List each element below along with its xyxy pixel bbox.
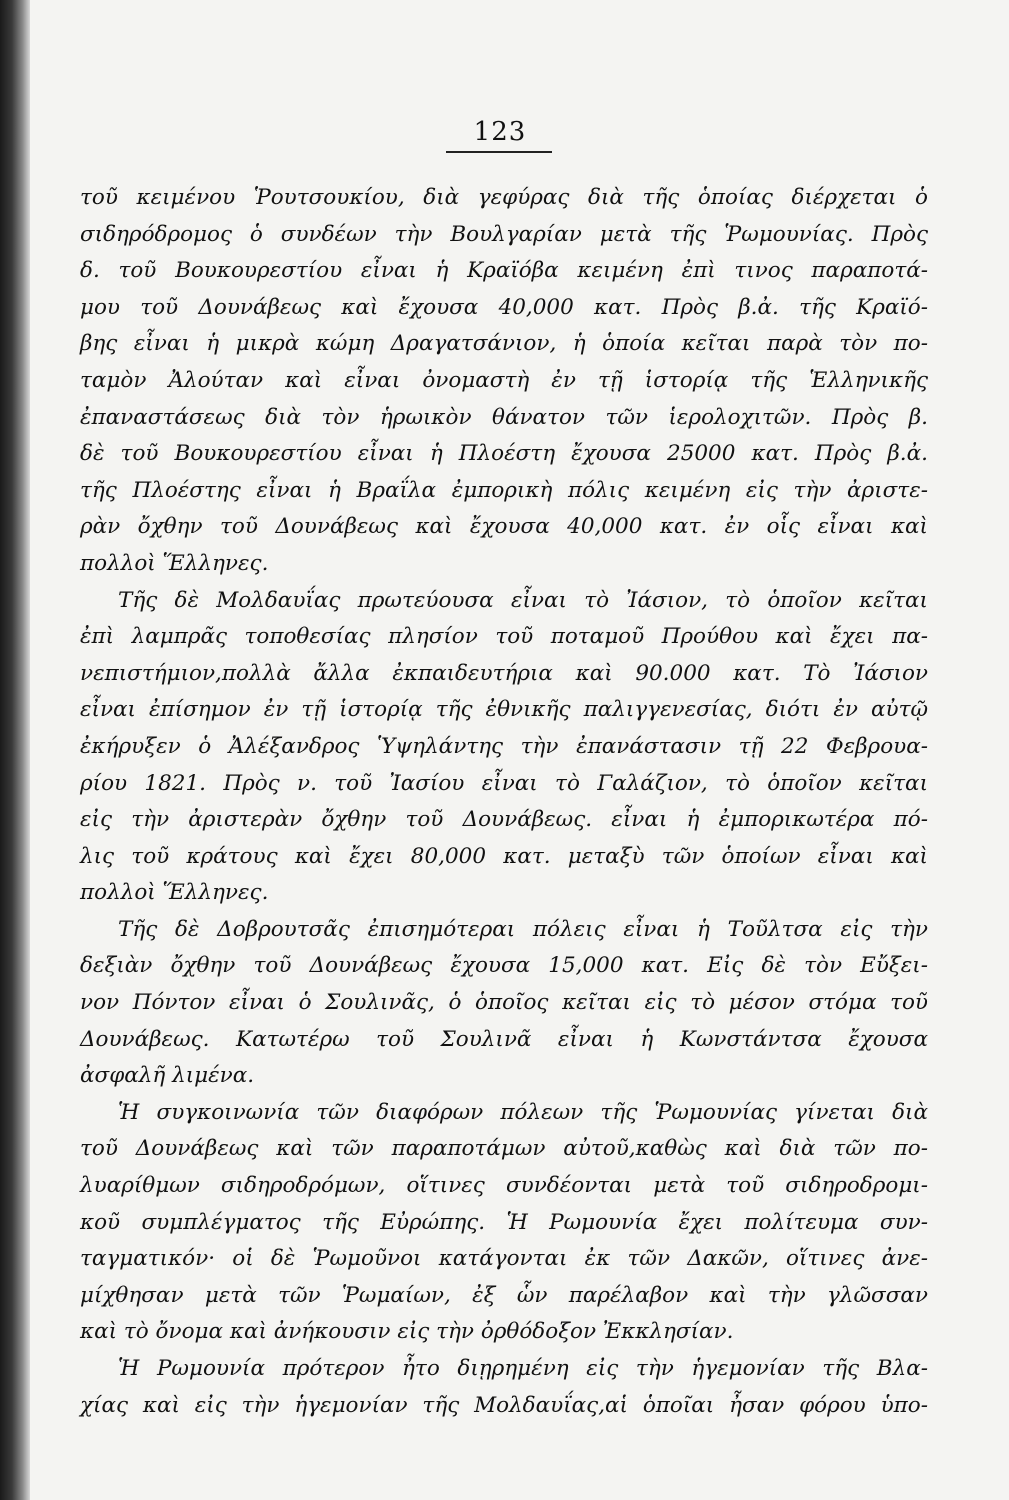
text-line: καὶ τὸ ὄνομα καὶ ἀνήκουσιν εἰς τὴν ὀρθόδοξον Ἐκκλησίαν.	[80, 1319, 734, 1345]
text-line: πολλοὶ Ἕλληνες.	[80, 550, 269, 576]
text-line: ἐκήρυξεν ὁ Ἀλέξανδρος Ὑψηλάντης τὴν ἐπανάστασιν τῇ 22 Φεβρουα-	[80, 733, 928, 759]
text-line: Δουνάβεως. Κατωτέρω τοῦ Σουλινᾶ εἶναι ἡ Κωνστάντσα ἔχουσα	[80, 1026, 928, 1052]
text-line: μου τοῦ Δουνάβεως καὶ ἔχουσα 40,000 κατ. Πρὸς β.ἀ. τῆς Κραϊό-	[80, 294, 928, 320]
text-line: βης εἶναι ἡ μικρὰ κώμη Δραγατσάνιον, ἡ ὁποία κεῖται παρὰ τὸν πο-	[80, 331, 928, 357]
text-line: ἐπὶ λαμπρᾶς τοποθεσίας πλησίον τοῦ ποταμοῦ Προύθου καὶ ἔχει πα-	[80, 624, 928, 650]
text-line: ἀσφαλῆ λιμένα.	[80, 1063, 255, 1089]
text-line: δὲ τοῦ Βουκουρεστίου εἶναι ἡ Πλοέστη ἔχουσα 25000 κατ. Πρὸς β.ἀ.	[80, 441, 928, 467]
text-line: ταμὸν Ἀλούταν καὶ εἶναι ὀνομαστὴ ἐν τῇ ἱστορίᾳ τῆς Ἑλληνικῆς	[80, 367, 928, 393]
text-line: τοῦ Δουνάβεως καὶ τῶν παραποτάμων αὐτοῦ,καθὼς καὶ διὰ τῶν πο-	[80, 1136, 928, 1162]
text-line: ρίου 1821. Πρὸς ν. τοῦ Ἰασίου εἶναι τὸ Γαλάζιον, τὸ ὁποῖον κεῖται	[80, 770, 928, 796]
text-line: τῆς Πλοέστης εἶναι ἡ Βραΐλα ἐμπορικὴ πόλις κειμένη εἰς τὴν ἀριστε-	[80, 477, 928, 503]
text-line: νον Πόντον εἶναι ὁ Σουλινᾶς, ὁ ὁποῖος κεῖται εἰς τὸ μέσον στόμα τοῦ	[80, 990, 928, 1016]
text-line: λις τοῦ κράτους καὶ ἔχει 80,000 κατ. μεταξὺ τῶν ὁποίων εἶναι καὶ	[80, 843, 928, 869]
book-page	[30, 0, 1009, 1500]
paragraph-first-line: Τῆς δὲ Μολδαυΐας πρωτεύουσα εἶναι τὸ Ἰάσιον, τὸ ὁποῖον κεῖται	[118, 587, 928, 613]
paragraph-first-line: Τῆς δὲ Δοβρουτσᾶς ἐπισημότεραι πόλεις εἶναι ἡ Τοῦλτσα εἰς τὴν	[118, 916, 928, 942]
text-line: δ. τοῦ Βουκουρεστίου εἶναι ἡ Κραϊόβα κειμένη ἐπὶ τινος παραποτά-	[80, 258, 928, 284]
body-text	[80, 180, 928, 1424]
text-line: κοῦ συμπλέγματος τῆς Εὐρώπης. Ἡ Ρωμουνία ἔχει πολίτευμα συν-	[80, 1209, 928, 1235]
page-number: 123	[473, 117, 527, 147]
text-line: δεξιὰν ὄχθην τοῦ Δουνάβεως ἔχουσα 15,000 κατ. Εἰς δὲ τὸν Εὔξει-	[80, 953, 928, 979]
text-line: τοῦ κειμένου Ῥουτσουκίου, διὰ γεφύρας διὰ τῆς ὁποίας διέρχεται ὁ	[80, 185, 928, 210]
paragraph-first-line: Ἡ Ρωμουνία πρότερον ἦτο διῃρημένη εἰς τὴν ἡγεμονίαν τῆς Βλα-	[118, 1356, 928, 1381]
text-line: σιδηρόδρομος ὁ συνδέων τὴν Βουλγαρίαν μετὰ τῆς Ῥωμουνίας. Πρὸς	[80, 221, 928, 247]
text-line: ρὰν ὄχθην τοῦ Δουνάβεως καὶ ἔχουσα 40,000 κατ. ἐν οἷς εἶναι καὶ	[80, 514, 928, 540]
text-line: εἰς τὴν ἀριστερὰν ὄχθην τοῦ Δουνάβεως. εἶναι ἡ ἐμπορικωτέρα πό-	[80, 807, 928, 833]
text-line: ταγματικόν· οἱ δὲ Ῥωμοῦνοι κατάγονται ἐκ τῶν Δακῶν, οἵτινες ἀνε-	[80, 1246, 928, 1272]
text-line: μίχθησαν μετὰ τῶν Ῥωμαίων, ἐξ ὧν παρέλαβον καὶ τὴν γλῶσσαν	[80, 1282, 928, 1308]
text-line: λυαρίθμων σιδηροδρόμων, οἵτινες συνδέονται μετὰ τοῦ σιδηροδρομι-	[80, 1173, 928, 1199]
text-line: πολλοὶ Ἕλληνες.	[80, 880, 269, 906]
text-line: χίας καὶ εἰς τὴν ἡγεμονίαν τῆς Μολδαυΐας,αἱ ὁποῖαι ἦσαν φόρου ὑπο-	[80, 1392, 928, 1418]
text-line: ἐπαναστάσεως διὰ τὸν ἡρωικὸν θάνατον τῶν ἱερολοχιτῶν. Πρὸς β.	[80, 404, 928, 430]
paragraph-first-line: Ἡ συγκοινωνία τῶν διαφόρων πόλεων τῆς Ῥωμουνίας γίνεται διὰ	[118, 1099, 928, 1125]
book-binding-edge	[0, 0, 30, 1500]
page-number-rule	[446, 151, 552, 153]
text-line: νεπιστήμιον,πολλὰ ἄλλα ἐκπαιδευτήρια καὶ 90.000 κατ. Τὸ Ἰάσιον	[80, 660, 928, 686]
text-line: εἶναι ἐπίσημον ἐν τῇ ἱστορίᾳ τῆς ἐθνικῆς παλιγγενεσίας, διότι ἐν αὐτῷ	[80, 697, 928, 723]
